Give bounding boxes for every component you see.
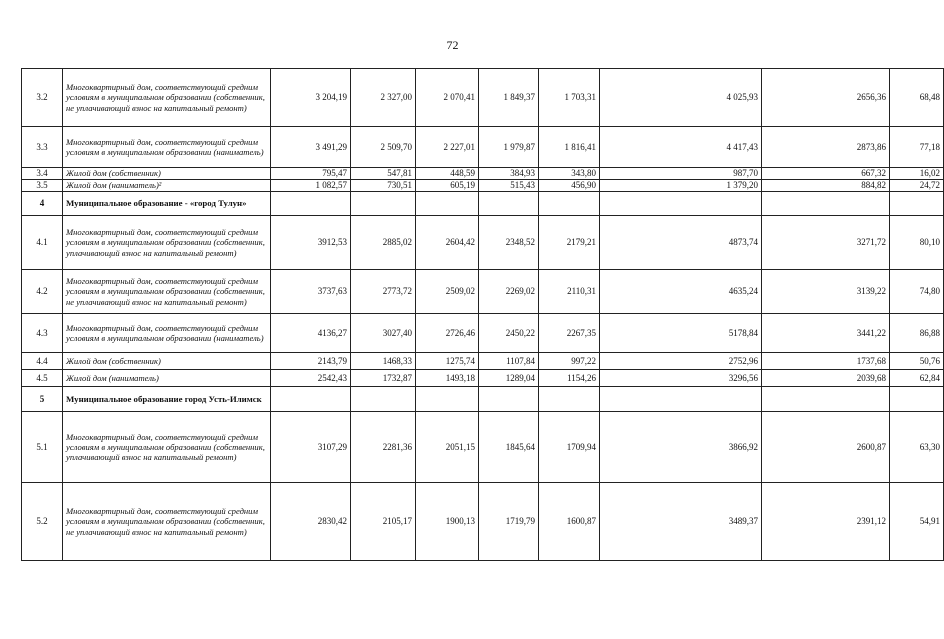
- value-cell: 3296,56: [600, 370, 762, 387]
- value-cell: [416, 387, 479, 412]
- value-cell: 730,51: [351, 180, 416, 192]
- value-cell: 884,82: [762, 180, 890, 192]
- value-cell: 3489,37: [600, 483, 762, 561]
- value-cell: 1845,64: [479, 412, 539, 483]
- value-cell: 3107,29: [271, 412, 351, 483]
- table-row: [22, 127, 944, 168]
- row-number: 4.3: [22, 314, 63, 353]
- value-cell: [271, 387, 351, 412]
- value-cell: 2509,02: [416, 270, 479, 314]
- value-cell: 50,76: [890, 353, 944, 370]
- value-cell: 2051,15: [416, 412, 479, 483]
- row-number: 4.4: [22, 353, 63, 370]
- value-cell: 2604,42: [416, 216, 479, 270]
- table-row: [22, 314, 944, 353]
- value-cell: [890, 387, 944, 412]
- row-description: Многоквартирный дом, соответствующий средним условиям в муниципальном образовании (собственник, уплачивающий взнос на капитальный ремонт): [63, 412, 271, 483]
- value-cell: [479, 387, 539, 412]
- value-cell: 3866,92: [600, 412, 762, 483]
- table-row: [22, 69, 944, 127]
- value-cell: 667,32: [762, 168, 890, 180]
- value-cell: 997,22: [539, 353, 600, 370]
- value-cell: 1 703,31: [539, 69, 600, 127]
- value-cell: 2143,79: [271, 353, 351, 370]
- value-cell: 2267,35: [539, 314, 600, 353]
- value-cell: 54,91: [890, 483, 944, 561]
- value-cell: [479, 192, 539, 216]
- value-cell: 77,18: [890, 127, 944, 168]
- value-cell: [762, 387, 890, 412]
- value-cell: 24,72: [890, 180, 944, 192]
- table-row: [22, 216, 944, 270]
- value-cell: 2752,96: [600, 353, 762, 370]
- value-cell: 1154,26: [539, 370, 600, 387]
- value-cell: 4873,74: [600, 216, 762, 270]
- row-description: Многоквартирный дом, соответствующий средним условиям в муниципальном образовании (наниматель): [63, 314, 271, 353]
- table-row: [22, 270, 944, 314]
- value-cell: 2269,02: [479, 270, 539, 314]
- value-cell: [539, 192, 600, 216]
- row-number: 5.1: [22, 412, 63, 483]
- value-cell: [600, 192, 762, 216]
- value-cell: 2600,87: [762, 412, 890, 483]
- row-description: Многоквартирный дом, соответствующий средним условиям в муниципальном образовании (собственник, не уплачивающий взнос на капитальный ремонт): [63, 270, 271, 314]
- value-cell: 3 204,19: [271, 69, 351, 127]
- row-description: Муниципальное образование - «город Тулун»: [63, 192, 271, 216]
- value-cell: 3737,63: [271, 270, 351, 314]
- value-cell: 5178,84: [600, 314, 762, 353]
- value-cell: 2726,46: [416, 314, 479, 353]
- value-cell: 456,90: [539, 180, 600, 192]
- table-row: [22, 483, 944, 561]
- value-cell: 343,80: [539, 168, 600, 180]
- value-cell: [539, 387, 600, 412]
- row-number: 5: [22, 387, 63, 412]
- value-cell: [416, 192, 479, 216]
- value-cell: 3 491,29: [271, 127, 351, 168]
- value-cell: 2 509,70: [351, 127, 416, 168]
- row-number: 4.2: [22, 270, 63, 314]
- row-description: Жилой дом (собственник): [63, 168, 271, 180]
- value-cell: 63,30: [890, 412, 944, 483]
- value-cell: 448,59: [416, 168, 479, 180]
- value-cell: 547,81: [351, 168, 416, 180]
- value-cell: 1493,18: [416, 370, 479, 387]
- row-number: 3.2: [22, 69, 63, 127]
- value-cell: [351, 387, 416, 412]
- row-description: Многоквартирный дом, соответствующий средним условиям в муниципальном образовании (собственник, не уплачивающий взнос на капитальный ремонт): [63, 483, 271, 561]
- value-cell: 2830,42: [271, 483, 351, 561]
- value-cell: 1709,94: [539, 412, 600, 483]
- value-cell: 1 979,87: [479, 127, 539, 168]
- value-cell: 16,02: [890, 168, 944, 180]
- value-cell: 2873,86: [762, 127, 890, 168]
- value-cell: 2348,52: [479, 216, 539, 270]
- value-cell: 2450,22: [479, 314, 539, 353]
- value-cell: 74,80: [890, 270, 944, 314]
- row-description: Многоквартирный дом, соответствующий средним условиям в муниципальном образовании (собственник, не уплачивающий взнос на капитальный ремонт): [63, 69, 271, 127]
- value-cell: 1732,87: [351, 370, 416, 387]
- value-cell: 1 849,37: [479, 69, 539, 127]
- table-row: [22, 370, 944, 387]
- value-cell: 1289,04: [479, 370, 539, 387]
- value-cell: 1275,74: [416, 353, 479, 370]
- value-cell: 1 816,41: [539, 127, 600, 168]
- value-cell: 515,43: [479, 180, 539, 192]
- value-cell: 605,19: [416, 180, 479, 192]
- row-description: Многоквартирный дом, соответствующий средним условиям в муниципальном образовании (собственник, уплачивающий взнос на капитальный ремонт): [63, 216, 271, 270]
- row-description: Муниципальное образование город Усть-Илимск: [63, 387, 271, 412]
- row-number: 3.5: [22, 180, 63, 192]
- value-cell: 4 025,93: [600, 69, 762, 127]
- value-cell: [600, 387, 762, 412]
- value-cell: 1737,68: [762, 353, 890, 370]
- value-cell: 2885,02: [351, 216, 416, 270]
- value-cell: 2 327,00: [351, 69, 416, 127]
- value-cell: 2110,31: [539, 270, 600, 314]
- value-cell: 2 070,41: [416, 69, 479, 127]
- value-cell: 2391,12: [762, 483, 890, 561]
- value-cell: 2542,43: [271, 370, 351, 387]
- value-cell: 987,70: [600, 168, 762, 180]
- value-cell: 3027,40: [351, 314, 416, 353]
- value-cell: 3912,53: [271, 216, 351, 270]
- row-number: 4.1: [22, 216, 63, 270]
- value-cell: 3139,22: [762, 270, 890, 314]
- row-number: 4.5: [22, 370, 63, 387]
- value-cell: 2281,36: [351, 412, 416, 483]
- value-cell: 3441,22: [762, 314, 890, 353]
- row-number: 5.2: [22, 483, 63, 561]
- value-cell: 1 379,20: [600, 180, 762, 192]
- value-cell: 2 227,01: [416, 127, 479, 168]
- value-cell: [762, 192, 890, 216]
- row-description: Жилой дом (наниматель): [63, 370, 271, 387]
- value-cell: 2179,21: [539, 216, 600, 270]
- value-cell: [271, 192, 351, 216]
- value-cell: 1107,84: [479, 353, 539, 370]
- row-description: Жилой дом (собственник): [63, 353, 271, 370]
- value-cell: 384,93: [479, 168, 539, 180]
- value-cell: 795,47: [271, 168, 351, 180]
- value-cell: 1900,13: [416, 483, 479, 561]
- tariff-table: [21, 68, 944, 561]
- table-row: [22, 412, 944, 483]
- row-description: Многоквартирный дом, соответствующий средним условиям в муниципальном образовании (наниматель): [63, 127, 271, 168]
- value-cell: 2773,72: [351, 270, 416, 314]
- value-cell: [351, 192, 416, 216]
- row-number: 3.3: [22, 127, 63, 168]
- value-cell: 62,84: [890, 370, 944, 387]
- page-number: 72: [446, 38, 459, 52]
- value-cell: 1 082,57: [271, 180, 351, 192]
- value-cell: 2039,68: [762, 370, 890, 387]
- value-cell: 3271,72: [762, 216, 890, 270]
- value-cell: 1600,87: [539, 483, 600, 561]
- value-cell: 2105,17: [351, 483, 416, 561]
- table-row: [22, 192, 944, 216]
- row-description: Жилой дом (наниматель)²: [63, 180, 271, 192]
- table-row: [22, 168, 944, 180]
- value-cell: 86,88: [890, 314, 944, 353]
- value-cell: 68,48: [890, 69, 944, 127]
- value-cell: 4136,27: [271, 314, 351, 353]
- value-cell: 4635,24: [600, 270, 762, 314]
- value-cell: 1468,33: [351, 353, 416, 370]
- value-cell: 2656,36: [762, 69, 890, 127]
- table-row: [22, 353, 944, 370]
- value-cell: 4 417,43: [600, 127, 762, 168]
- value-cell: 80,10: [890, 216, 944, 270]
- row-number: 3.4: [22, 168, 63, 180]
- row-number: 4: [22, 192, 63, 216]
- value-cell: 1719,79: [479, 483, 539, 561]
- table-row: [22, 387, 944, 412]
- table-row: [22, 180, 944, 192]
- value-cell: [890, 192, 944, 216]
